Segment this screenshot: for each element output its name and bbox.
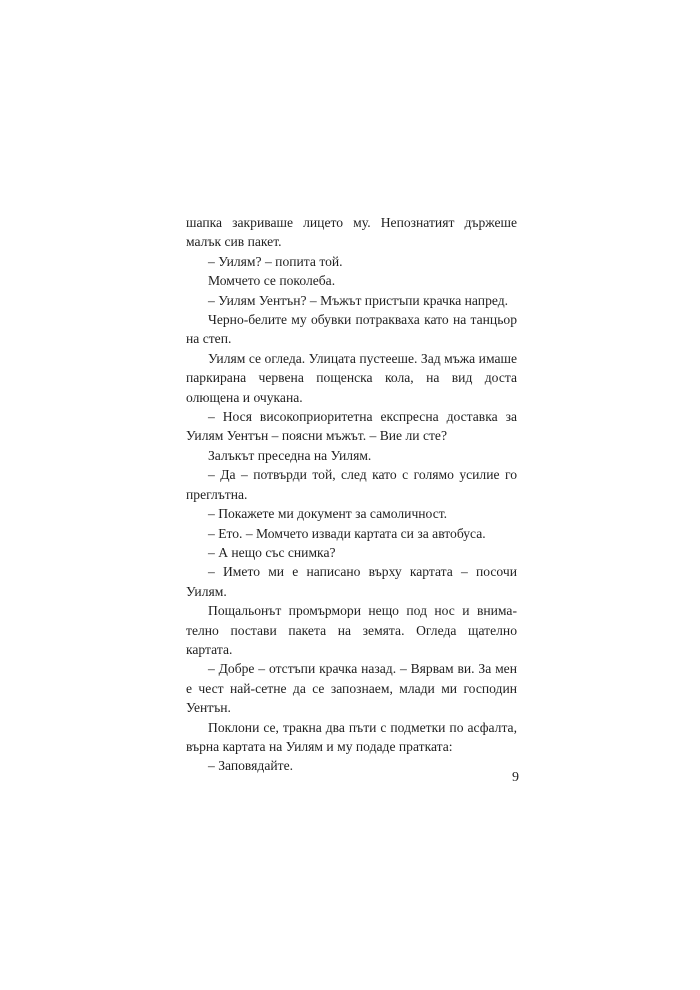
paragraph: – Уилям Уентън? – Мъжът пристъпи крачка напред.	[208, 292, 509, 308]
page-number: 9	[512, 770, 519, 785]
paragraph: Залъкът преседна на Уилям.	[208, 447, 372, 463]
paragraph: Черно-белите му обувки потракваха като на танцьор на степ.	[186, 312, 517, 347]
paragraph: – Името ми е написано върху картата – посочи Уилям.	[186, 564, 517, 599]
body-text	[186, 213, 517, 776]
paragraph: – Добре – отстъпи крачка назад. – Вярвам ви. За мен е чест най-сетне да се запознаем, млади ми господин Уентън.	[186, 661, 517, 716]
paragraph: – Покажете ми документ за самоличност.	[208, 506, 448, 522]
paragraph: – Нося високоприоритетна експресна доставка за Уилям Уентън – поясни мъжът. – Вие ли сте?	[186, 409, 517, 444]
paragraph: – Да – потвърди той, след като с голямо усилие го преглътна.	[186, 467, 517, 502]
paragraph: шапка закриваше лицето му. Непознатият държеше малък сив пакет.	[186, 215, 517, 250]
paragraph: – Заповядайте.	[208, 758, 294, 774]
paragraph: Поклони се, тракна два пъти с подметки по асфалта, върна картата на Уилям и му подаде пратката:	[186, 719, 517, 754]
paragraph: – Уилям? – попита той.	[208, 253, 343, 269]
paragraph: Уилям се огледа. Улицата пустееше. Зад мъжа имаше паркирана червена пощенска кола, на вид доста олющена и очукана.	[186, 350, 517, 405]
paragraph: Момчето се поколеба.	[208, 273, 336, 289]
paragraph: Пощальонът промърмори нещо под нос и внимателно постави пакета на земята. Огледа щателно картата.	[186, 603, 517, 657]
paragraph: – Ето. – Момчето извади картата си за автобуса.	[208, 525, 486, 541]
paragraph: – А нещо със снимка?	[208, 544, 336, 560]
